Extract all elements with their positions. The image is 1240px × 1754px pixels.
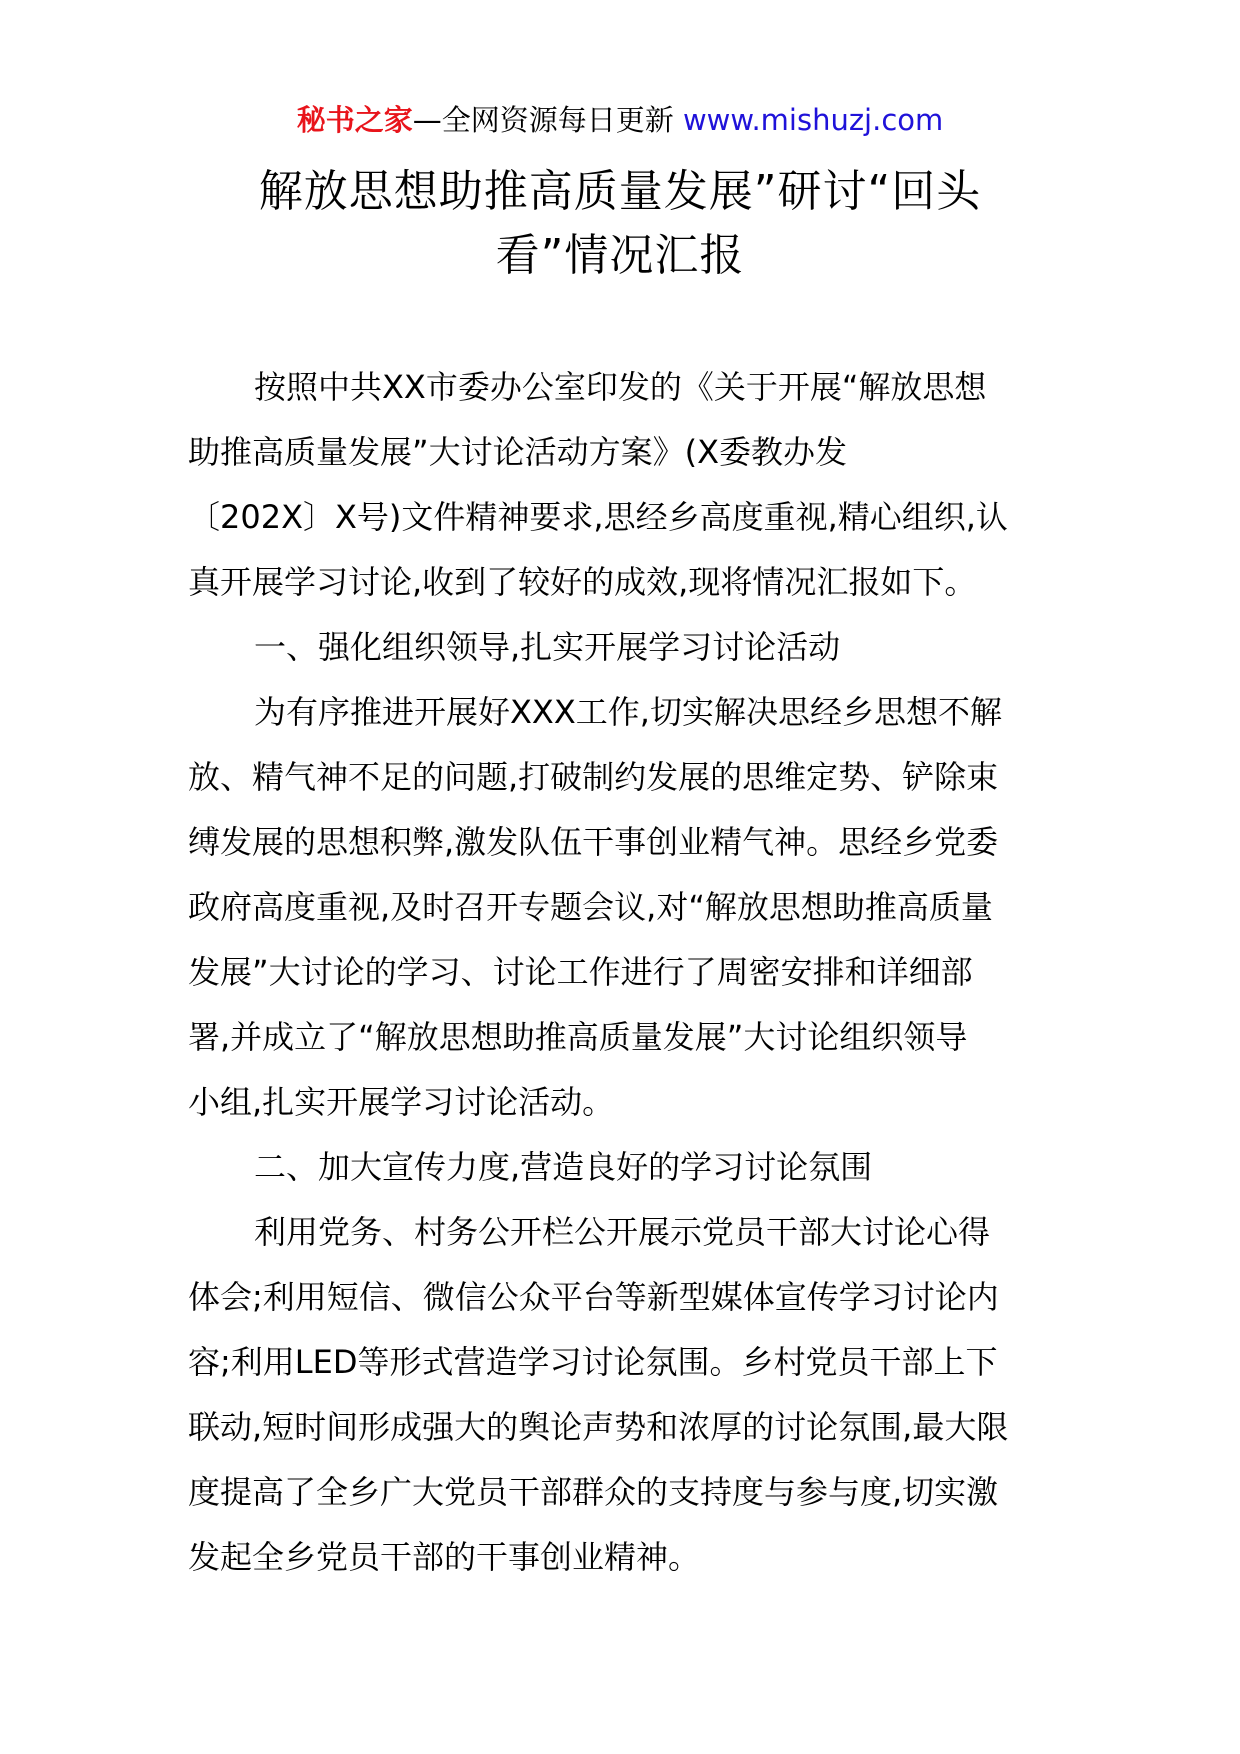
text-line: 按照中共XX市委办公室印发的《关于开展“解放思想 bbox=[254, 368, 987, 406]
text-line: 利用党务、村务公开栏公开展示党员干部大讨论心得 bbox=[254, 1213, 991, 1251]
title-line: 解放思想助推高质量发展”研讨“回头 bbox=[258, 166, 982, 217]
text-line: 署,并成立了“解放思想助推高质量发展”大讨论组织领导 bbox=[188, 1018, 968, 1056]
text-line: 发起全乡党员干部的干事创业精神。 bbox=[188, 1538, 701, 1576]
section-heading-1 bbox=[188, 615, 1058, 680]
section-heading-2 bbox=[188, 1135, 1058, 1200]
page-header bbox=[0, 100, 1240, 140]
text-line: 体会;利用短信、微信公众平台等新型媒体宣传学习讨论内 bbox=[188, 1278, 999, 1316]
text-line: 缚发展的思想积弊,激发队伍干事创业精气神。思经乡党委 bbox=[188, 823, 999, 861]
text-line: 真开展学习讨论,收到了较好的成效,现将情况汇报如下。 bbox=[188, 563, 977, 601]
text-line: 〔202X〕X号)文件精神要求,思经乡高度重视,精心组织,认 bbox=[188, 498, 1008, 536]
text-line: 二、加大宣传力度,营造良好的学习讨论氛围 bbox=[254, 1148, 873, 1186]
text-line: 发展”大讨论的学习、讨论工作进行了周密安排和详细部 bbox=[188, 953, 973, 991]
text-line: 为有序推进开展好XXX工作,切实解决思经乡思想不解 bbox=[254, 693, 1002, 731]
paragraph-section-1 bbox=[188, 680, 1058, 1135]
document-body bbox=[188, 355, 1058, 1590]
brand-name: 秘书之家 bbox=[296, 103, 413, 137]
text-line: 一、强化组织领导,扎实开展学习讨论活动 bbox=[254, 628, 841, 666]
text-line: 小组,扎实开展学习讨论活动。 bbox=[188, 1083, 615, 1121]
text-line: 政府高度重视,及时召开专题会议,对“解放思想助推高质量 bbox=[188, 888, 993, 926]
text-line: 度提高了全乡广大党员干部群众的支持度与参与度,切实激 bbox=[188, 1473, 999, 1511]
document-title bbox=[180, 160, 1060, 288]
title-line: 看”情况汇报 bbox=[495, 230, 745, 281]
text-line: 放、精气神不足的问题,打破制约发展的思维定势、铲除束 bbox=[188, 758, 999, 796]
header-tagline: —全网资源每日更新 bbox=[412, 103, 674, 137]
paragraph-intro bbox=[188, 355, 1058, 615]
text-line: 助推高质量发展”大讨论活动方案》(X委教办发 bbox=[188, 433, 847, 471]
text-line: 联动,短时间形成强大的舆论声势和浓厚的讨论氛围,最大限 bbox=[188, 1408, 1009, 1446]
website-link[interactable]: www.mishuzj.com bbox=[682, 103, 944, 137]
text-line: 容;利用LED等形式营造学习讨论氛围。乡村党员干部上下 bbox=[188, 1343, 998, 1381]
paragraph-section-2 bbox=[188, 1200, 1058, 1590]
